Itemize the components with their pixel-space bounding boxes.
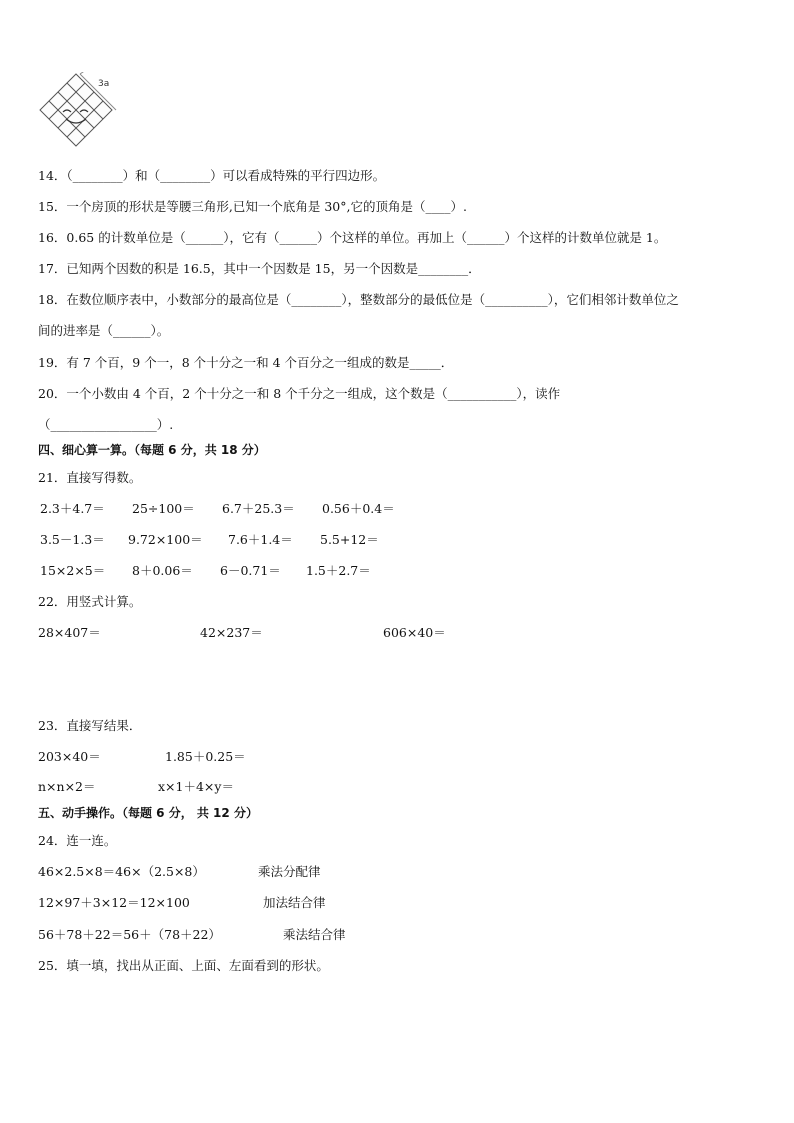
calc-item: 9.72×100＝ [128, 532, 203, 547]
result-item: 1.85＋0.25＝ [165, 749, 246, 764]
match-left-item: 56＋78＋22＝56＋（78＋22） [38, 927, 221, 942]
calc-item: 2.3＋4.7＝ [40, 501, 105, 516]
question-21-title: 21．直接写得数。 [38, 470, 142, 485]
question-25: 25．填一填，找出从正面、上面、左面看到的形状。 [38, 958, 329, 973]
question-17: 17．已知两个因数的积是 16.5，其中一个因数是 15，另一个因数是________． [38, 261, 481, 276]
section-4-heading: 四、细心算一算。（每题 6 分，共 18 分） [38, 443, 266, 457]
question-24-title: 24．连一连。 [38, 833, 117, 848]
question-18-line2: 间的进率是（______）。 [38, 323, 170, 338]
match-left-item: 12×97＋3×12＝12×100 [38, 895, 190, 910]
question-23-title: 23．直接写结果． [38, 718, 142, 733]
vertical-calc-item: 606×40＝ [383, 625, 446, 640]
calc-item: 25÷100＝ [132, 501, 195, 516]
result-item: x×1＋4×y＝ [158, 779, 234, 794]
question-20-line2: （_________________）. [38, 417, 174, 432]
section-5-heading: 五、动手操作。（每题 6 分， 共 12 分） [38, 806, 258, 820]
match-right-item[interactable]: 乘法结合律 [283, 927, 346, 942]
question-19: 19．有 7 个百，9 个一，8 个十分之一和 4 个百分之一组成的数是_____． [38, 355, 454, 370]
calc-item: 6.7＋25.3＝ [222, 501, 295, 516]
result-item: 203×40＝ [38, 749, 101, 764]
match-right-item[interactable]: 乘法分配律 [258, 864, 321, 879]
question-16: 16．0.65 的计数单位是（______），它有（______）个这样的单位。再加上（______）个这样的计数单位就是 1。 [38, 230, 667, 245]
calc-item: 15×2×5＝ [40, 563, 106, 578]
vertical-calc-item: 28×407＝ [38, 625, 101, 640]
vertical-calc-item: 42×237＝ [200, 625, 263, 640]
calc-item: 7.6＋1.4＝ [228, 532, 293, 547]
calc-item: 0.56＋0.4＝ [322, 501, 395, 516]
result-item: n×n×2＝ [38, 779, 96, 794]
question-18-line1: 18．在数位顺序表中，小数部分的最高位是（________），整数部分的最低位是（__________），它们相邻计数单位之 [38, 292, 679, 307]
calc-item: 1.5＋2.7＝ [306, 563, 371, 578]
calc-item: 5.5+12＝ [320, 532, 379, 547]
calc-item: 6－0.71＝ [220, 563, 281, 578]
match-left-item: 46×2.5×8＝46×（2.5×8） [38, 864, 205, 879]
question-20-line1: 20．一个小数由 4 个百，2 个十分之一和 8 个千分之一组成，这个数是（___________），读作 [38, 386, 561, 401]
calc-item: 8＋0.06＝ [132, 563, 193, 578]
figure-label: 3a [98, 79, 110, 89]
question-15: 15．一个房顶的形状是等腰三角形,已知一个底角是 30°,它的顶角是（____）. [38, 199, 467, 214]
rotated-grid-figure [38, 72, 128, 162]
question-14: 14．（________）和（________）可以看成特殊的平行四边形。 [38, 168, 386, 183]
calc-item: 3.5－1.3＝ [40, 532, 105, 547]
match-right-item[interactable]: 加法结合律 [263, 895, 326, 910]
question-22-title: 22．用竖式计算。 [38, 594, 142, 609]
